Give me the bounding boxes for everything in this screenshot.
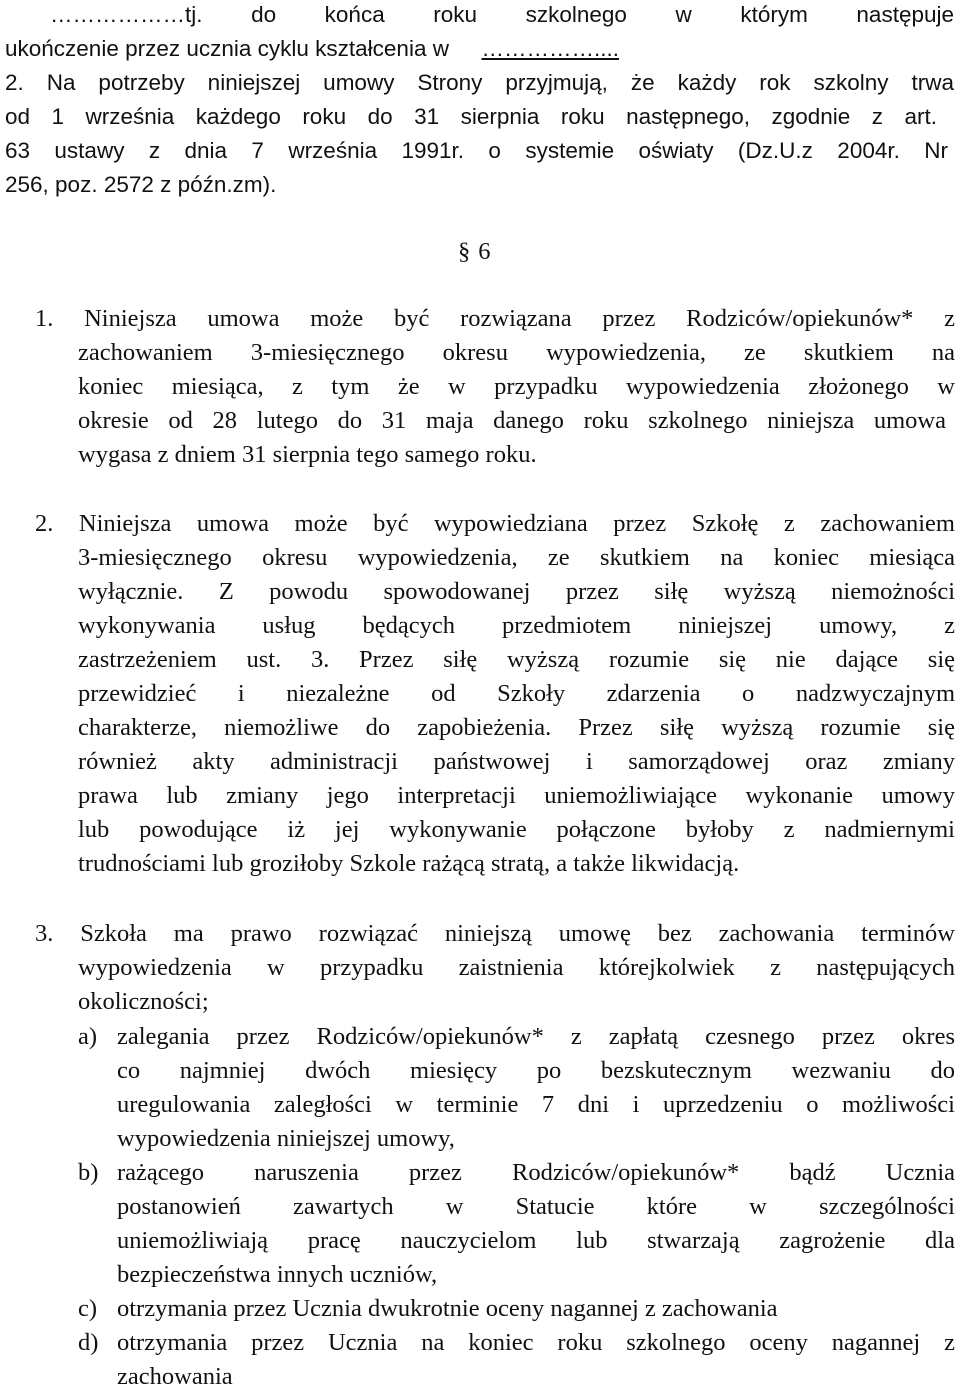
- point2-line-7: charakterze, niemożliwe do zapobieżenia. Przez siłę wyższą rozumie się: [78, 714, 955, 741]
- header-line-2: [5, 38, 619, 61]
- item-b-line-2: postanowień zawartych w Statucie które w szczególności: [117, 1193, 955, 1220]
- point2-line-11: trudnościami lub groziłoby Szkole rażącą stratą, a także likwidacją.: [78, 850, 740, 877]
- point1-line-2: zachowaniem 3-miesięcznego okresu wypowiedzenia, ze skutkiem na: [78, 339, 955, 366]
- point3-line-3: okoliczności;: [78, 988, 209, 1015]
- point2-line-6: przewidzieć i niezależne od Szkoły zdarzenia o nadzwyczajnym: [78, 680, 955, 707]
- header-line-1: ………………tj. do końca roku szkolnego w którym następuje: [50, 2, 954, 27]
- point2-line-5: zastrzeżeniem ust. 3. Przez siłę wyższą rozumie się nie dające się: [78, 646, 955, 673]
- para2-line-1: 2. Na potrzeby niniejszej umowy Strony przyjmują, że każdy rok szkolny trwa: [5, 70, 954, 95]
- item-c-label: c): [78, 1295, 98, 1322]
- item-a-label: a): [78, 1023, 98, 1050]
- para2-line-2: od 1 września każdego roku do 31 sierpnia roku następnego, zgodnie z art.: [5, 104, 937, 129]
- para2-line-4: 256, poz. 2572 z późn.zm).: [5, 172, 277, 197]
- item-b-line-4: bezpieczeństwa innych uczniów,: [117, 1261, 438, 1288]
- item-a-line-3: uregulowania zaległości w terminie 7 dni i uprzedzeniu o możliwości: [117, 1091, 955, 1118]
- item-b-line-3: uniemożliwiają pracę nauczycielom lub stwarzają zagrożenie dla: [117, 1227, 955, 1254]
- section-number: 6: [478, 238, 491, 265]
- item-d-line-1: otrzymania przez Ucznia na koniec roku szkolnego oceny nagannej z: [117, 1329, 955, 1356]
- point1-line-4: okresie od 28 lutego do 31 maja danego roku szkolnego niniejsza umowa: [78, 407, 946, 434]
- section-heading: [458, 240, 491, 265]
- point2-line-3: wyłącznie. Z powodu spowodowanej przez siłę wyższą niemożności: [78, 578, 955, 605]
- item-b-line-1: rażącego naruszenia przez Rodziców/opiekunów* bądź Ucznia: [117, 1159, 955, 1186]
- point3-line-2: wypowiedzenia w przypadku zaistnienia którejkolwiek z następujących: [78, 954, 955, 981]
- item-a-line-2: co najmniej dwóch miesięcy po bezskutecznym wezwaniu do: [117, 1057, 955, 1084]
- header-line-2-dots: ……………....: [481, 36, 620, 61]
- para2-line-3: 63 ustawy z dnia 7 września 1991r. o systemie oświaty (Dz.U.z 2004r. Nr: [5, 138, 948, 163]
- item-a-line-4: wypowiedzenia niniejszej umowy,: [117, 1125, 455, 1152]
- point1-line-1: 1. Niniejsza umowa może być rozwiązana przez Rodziców/opiekunów* z: [35, 305, 955, 332]
- point2-line-9: prawa lub zmiany jego interpretacji uniemożliwiające wykonanie umowy: [78, 782, 955, 809]
- point2-line-10: lub powodujące iż jej wykonywanie połączone byłoby z nadmiernymi: [78, 816, 955, 843]
- point2-line-2: 3-miesięcznego okresu wypowiedzenia, ze skutkiem na koniec miesiąca: [78, 544, 955, 571]
- point1-line-5: wygasa z dniem 31 sierpnia tego samego roku.: [78, 441, 537, 468]
- section-sign: §: [458, 238, 471, 265]
- header-line-2-text: ukończenie przez ucznia cyklu kształcenia w: [5, 36, 449, 61]
- item-d-label: d): [78, 1329, 99, 1356]
- point2-line-1: 2. Niniejsza umowa może być wypowiedziana przez Szkołę z zachowaniem: [35, 510, 955, 537]
- item-b-label: b): [78, 1159, 99, 1186]
- item-a-line-1: zalegania przez Rodziców/opiekunów* z zapłatą czesnego przez okres: [117, 1023, 955, 1050]
- point2-line-8: również akty administracji państwowej i samorządowej oraz zmiany: [78, 748, 955, 775]
- point2-line-4: wykonywania usług będących przedmiotem niniejszej umowy, z: [78, 612, 955, 639]
- item-d-line-2: zachowania: [117, 1363, 233, 1390]
- point3-line-1: 3. Szkoła ma prawo rozwiązać niniejszą umowę bez zachowania terminów: [35, 920, 955, 947]
- point1-line-3: koniec miesiąca, z tym że w przypadku wypowiedzenia złożonego w: [78, 373, 955, 400]
- item-c-line-1: otrzymania przez Ucznia dwukrotnie oceny nagannej z zachowania: [117, 1295, 778, 1322]
